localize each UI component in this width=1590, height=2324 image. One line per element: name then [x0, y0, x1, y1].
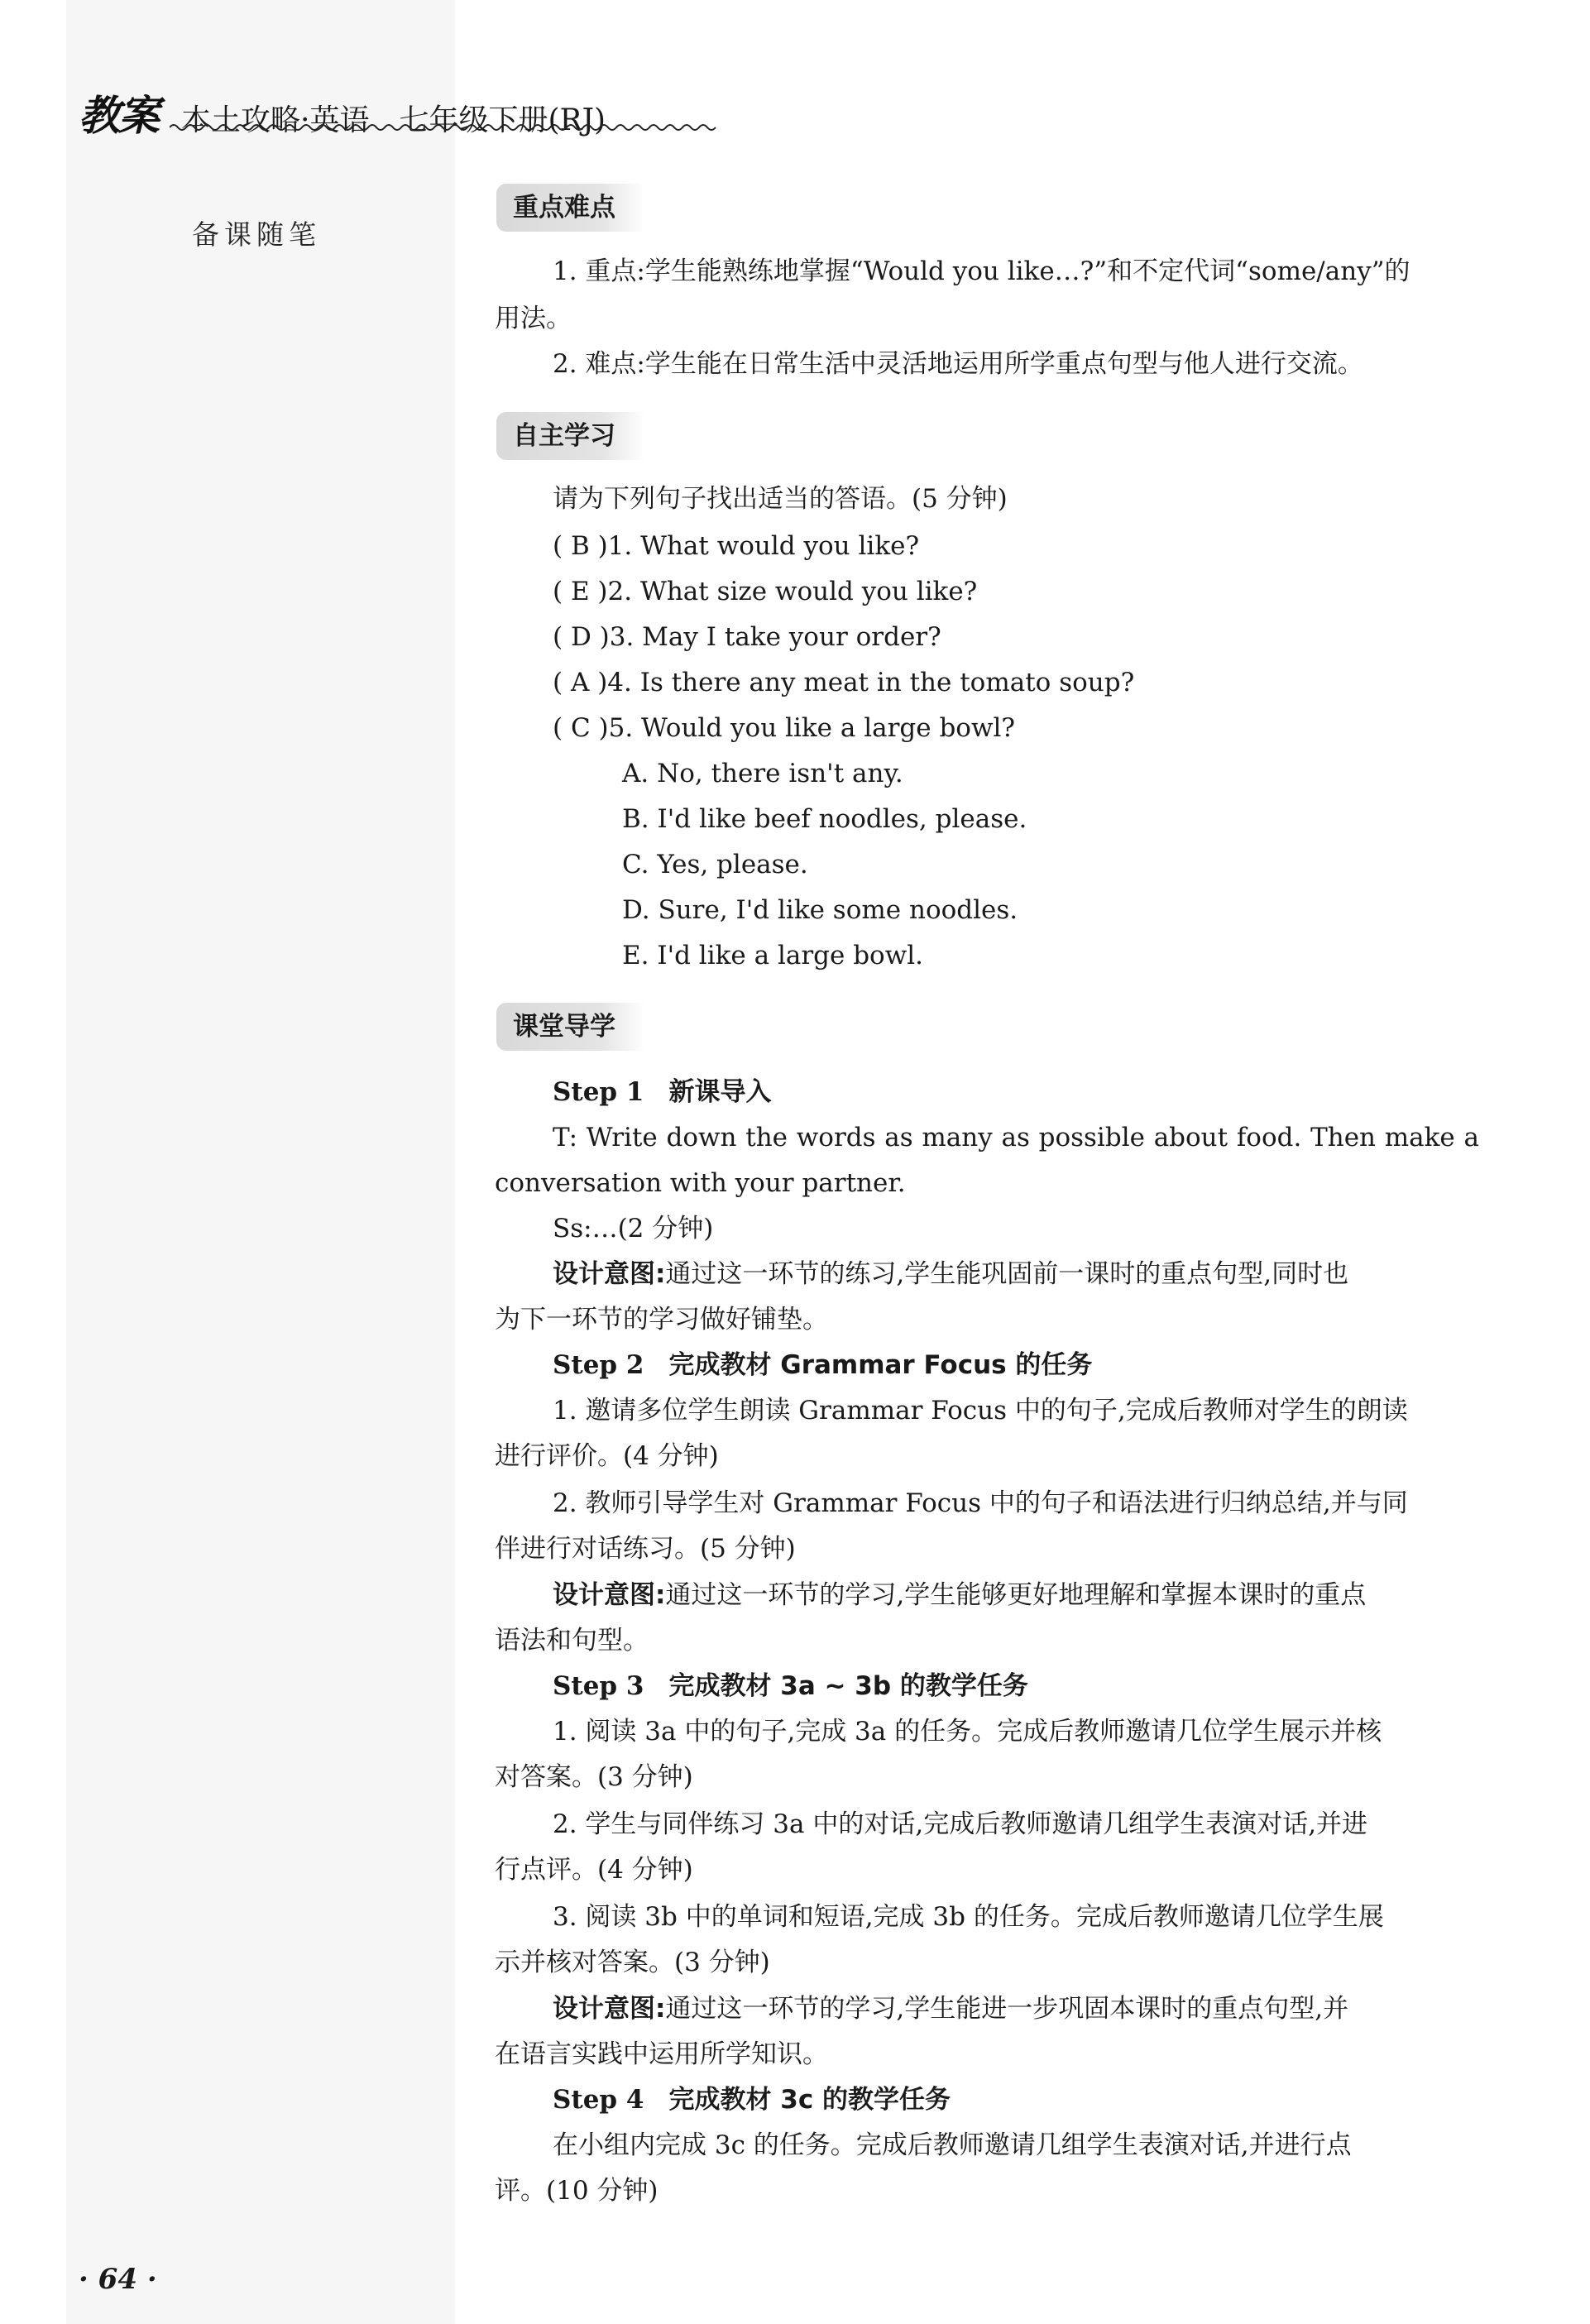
- students-line: Ss:…(2 分钟): [553, 1214, 714, 1243]
- design-intent-cont: 语法和句型。: [495, 1626, 649, 1656]
- page-number: · 64 ·: [79, 2263, 157, 2296]
- design-intent-label: 设计意图:: [553, 1994, 666, 2024]
- design-intent-text: 通过这一环节的练习,学生能巩固前一课时的重点句型,同时也: [665, 1259, 1349, 1289]
- key-point-line-cont: 用法。: [495, 304, 572, 333]
- teacher-line-cont: conversation with your partner.: [495, 1168, 906, 1198]
- step-label: Step 1: [553, 1077, 644, 1107]
- step-heading: [553, 1349, 1092, 1382]
- difficulty-line: 2. 难点:学生能在日常生活中灵活地运用所学重点句型与他人进行交流。: [553, 349, 1363, 379]
- answer-option: C. Yes, please.: [622, 850, 808, 879]
- step-item-cont: 伴进行对话练习。(5 分钟): [495, 1534, 796, 1564]
- step-item-cont: 评。(10 分钟): [495, 2176, 659, 2206]
- step-title: 新课导入: [668, 1077, 772, 1107]
- header-wave-line: [170, 122, 724, 132]
- step-item: 2. 学生与同伴练习 3a 中的对话,完成后教师邀请几组学生表演对话,并进: [553, 1809, 1368, 1839]
- design-intent-text: 通过这一环节的学习,学生能够更好地理解和掌握本课时的重点: [665, 1580, 1367, 1610]
- header-logo: 教案: [79, 92, 158, 140]
- question-item: ( D )3. May I take your order?: [553, 622, 941, 652]
- question-item: ( B )1. What would you like?: [553, 531, 920, 561]
- step-label: Step 3: [553, 1671, 644, 1701]
- design-intent: [553, 1992, 1348, 2025]
- design-intent-cont: 为下一环节的学习做好铺垫。: [495, 1305, 828, 1335]
- question-item: ( C )5. Would you like a large bowl?: [553, 713, 1016, 743]
- step-title: 完成教材 Grammar Focus 的任务: [668, 1350, 1093, 1380]
- section-title-self-study: 自主学习: [496, 412, 645, 460]
- page-header: [79, 83, 606, 142]
- answer-option: B. I'd like beef noodles, please.: [622, 804, 1027, 834]
- question-item: ( A )4. Is there any meat in the tomato soup?: [553, 668, 1135, 697]
- header-grade: 七年级下册(RJ): [399, 103, 606, 137]
- step-item-cont: 行点评。(4 分钟): [495, 1855, 693, 1885]
- step-item-cont: 示并核对答案。(3 分钟): [495, 1948, 770, 1977]
- step-item-cont: 对答案。(3 分钟): [495, 1762, 693, 1792]
- section-title-classroom: 课堂导学: [496, 1003, 645, 1051]
- teacher-line: T: Write down the words as many as possible about food. Then make a: [553, 1123, 1479, 1152]
- header-series: 本土攻略·英语: [181, 103, 370, 137]
- step-label: Step 4: [553, 2085, 644, 2115]
- step-heading: [553, 1076, 771, 1109]
- design-intent: [553, 1579, 1366, 1612]
- step-item: 在小组内完成 3c 的任务。完成后教师邀请几组学生表演对话,并进行点: [553, 2130, 1352, 2160]
- self-study-instruction: 请为下列句子找出适当的答语。(5 分钟): [553, 484, 1008, 514]
- step-title: 完成教材 3a ~ 3b 的教学任务: [668, 1671, 1028, 1701]
- answer-option: D. Sure, I'd like some noodles.: [622, 895, 1018, 925]
- section-title-key-points: 重点难点: [496, 184, 645, 232]
- sidebar-label: 备课随笔: [192, 218, 321, 251]
- answer-option: E. I'd like a large bowl.: [622, 941, 924, 970]
- step-item: 1. 阅读 3a 中的句子,完成 3a 的任务。完成后教师邀请几位学生展示并核: [553, 1717, 1382, 1747]
- key-point-line: 1. 重点:学生能熟练地掌握“Would you like…?”和不定代词“some/any”的: [553, 256, 1410, 286]
- margin-column: [66, 0, 455, 2324]
- question-item: ( E )2. What size would you like?: [553, 577, 978, 606]
- answer-option: A. No, there isn't any.: [622, 759, 903, 788]
- step-title: 完成教材 3c 的教学任务: [668, 2085, 951, 2115]
- step-heading: [553, 1670, 1028, 1703]
- design-intent-cont: 在语言实践中运用所学知识。: [495, 2039, 828, 2069]
- step-heading: [553, 2083, 951, 2116]
- design-intent-text: 通过这一环节的学习,学生能进一步巩固本课时的重点句型,并: [665, 1994, 1349, 2024]
- design-intent-label: 设计意图:: [553, 1259, 666, 1289]
- step-item: 3. 阅读 3b 中的单词和短语,完成 3b 的任务。完成后教师邀请几位学生展: [553, 1902, 1384, 1932]
- design-intent-label: 设计意图:: [553, 1580, 666, 1610]
- step-item: 1. 邀请多位学生朗读 Grammar Focus 中的句子,完成后教师对学生的朗读: [553, 1396, 1408, 1426]
- step-item-cont: 进行评价。(4 分钟): [495, 1441, 719, 1471]
- design-intent: [553, 1258, 1348, 1291]
- step-item: 2. 教师引导学生对 Grammar Focus 中的句子和语法进行归纳总结,并与同: [553, 1488, 1408, 1518]
- step-label: Step 2: [553, 1350, 644, 1380]
